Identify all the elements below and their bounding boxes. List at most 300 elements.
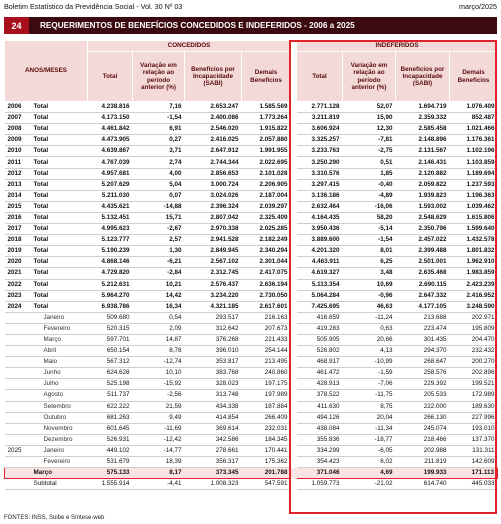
indeferidos-total-cell: 526.802 xyxy=(297,346,343,357)
indeferidos-demais-cell: 195.809 xyxy=(450,323,498,334)
concedidos-variacao-cell: -11,69 xyxy=(133,423,185,434)
indeferidos-demais-cell: 227.996 xyxy=(450,412,498,423)
concedidos-total-cell: 5.132.451 xyxy=(88,212,133,223)
concedidos-variacao-cell: 9,49 xyxy=(133,412,185,423)
concedidos-variacao-cell: 0,27 xyxy=(133,135,185,146)
concedidos-variacao-cell: -2,56 xyxy=(133,390,185,401)
row-label: Fevereiro xyxy=(30,457,88,468)
indeferidos-demais-cell: 202.971 xyxy=(450,312,498,323)
row-year xyxy=(5,390,30,401)
concedidos-demais-cell: 2.187.004 xyxy=(242,190,291,201)
indeferidos-variacao-cell: 20,66 xyxy=(343,334,396,345)
concedidos-incapacidade-cell: 3.000.724 xyxy=(185,179,242,190)
table-row xyxy=(5,357,498,368)
indeferidos-variacao-cell: 6,25 xyxy=(343,257,396,268)
indeferidos-variacao-cell: 0,63 xyxy=(343,323,396,334)
table-row xyxy=(5,301,498,312)
concedidos-demais-cell: 175.362 xyxy=(242,457,291,468)
row-year: 2015 xyxy=(5,201,30,212)
indeferidos-variacao-cell: -2,75 xyxy=(343,146,396,157)
indeferidos-total-cell: 3.233.763 xyxy=(297,146,343,157)
concedidos-variacao-cell: 10,21 xyxy=(133,279,185,290)
concedidos-total-cell: 5.964.270 xyxy=(88,290,133,301)
concedidos-variacao-cell: -4,41 xyxy=(133,479,185,490)
indeferidos-incapacidade-cell: 1.939.823 xyxy=(396,190,450,201)
concedidos-total-cell: 622.222 xyxy=(88,401,133,412)
indeferidos-total-cell: 3.606.924 xyxy=(297,124,343,135)
indeferidos-variacao-cell: -11,34 xyxy=(343,423,396,434)
concedidos-demais-cell: 2.025.285 xyxy=(242,224,291,235)
indeferidos-demais-cell: 1.076.409 xyxy=(450,102,498,113)
row-label: Março xyxy=(30,334,88,345)
concedidos-total-cell: 597.701 xyxy=(88,334,133,345)
concedidos-variacao-cell: -14,77 xyxy=(133,445,185,456)
concedidos-incapacidade-cell: 2.849.945 xyxy=(185,246,242,257)
row-year xyxy=(5,357,30,368)
concedidos-demais-cell: 2.730.050 xyxy=(242,290,291,301)
row-label: Total xyxy=(30,113,88,124)
indeferidos-variacao-cell: -4,89 xyxy=(343,190,396,201)
concedidos-total-cell: 650.154 xyxy=(88,346,133,357)
indeferidos-total-cell: 5.064.284 xyxy=(297,290,343,301)
table-row xyxy=(5,457,498,468)
indeferidos-total-cell: 468.917 xyxy=(297,357,343,368)
concedidos-incapacidade-cell: 313.748 xyxy=(185,390,242,401)
indeferidos-incapacidade-cell: 2.647.332 xyxy=(396,290,450,301)
indeferidos-incapacidade-cell: 245.074 xyxy=(396,423,450,434)
indeferidos-total-cell: 416.659 xyxy=(297,312,343,323)
concedidos-incapacidade-cell: 2.941.528 xyxy=(185,235,242,246)
indeferidos-variacao-cell: 1,85 xyxy=(343,168,396,179)
indeferidos-incapacidade-cell: 2.585.458 xyxy=(396,124,450,135)
indeferidos-variacao-cell: 12,30 xyxy=(343,124,396,135)
data-table xyxy=(4,40,498,490)
indeferidos-incapacidade-cell: 199.933 xyxy=(396,468,450,479)
row-year: 2022 xyxy=(5,279,30,290)
concedidos-variacao-cell: 2,57 xyxy=(133,235,185,246)
indeferidos-total-cell: 334.299 xyxy=(297,445,343,456)
table-row xyxy=(5,468,498,479)
concedidos-total-cell: 520.315 xyxy=(88,323,133,334)
indeferidos-variacao-cell: -11,75 xyxy=(343,390,396,401)
indeferidos-incapacidade-cell: 2.120.882 xyxy=(396,168,450,179)
indeferidos-total-cell: 7.425.695 xyxy=(297,301,343,312)
row-label: Total xyxy=(30,157,88,168)
row-label: Total xyxy=(30,124,88,135)
indeferidos-incapacidade-cell: 223.474 xyxy=(396,323,450,334)
header-i-total: Total xyxy=(297,52,343,102)
row-year xyxy=(5,334,30,345)
concedidos-variacao-cell: 8,17 xyxy=(133,468,185,479)
header-c-incapacidade: Benefícios por Incapacidade (SABI) xyxy=(185,52,242,102)
concedidos-demais-cell: 2.039.297 xyxy=(242,201,291,212)
indeferidos-demais-cell: 1.189.694 xyxy=(450,168,498,179)
indeferidos-demais-cell: 131.311 xyxy=(450,445,498,456)
row-label: Total xyxy=(30,279,88,290)
concedidos-total-cell: 526.931 xyxy=(88,434,133,445)
concedidos-incapacidade-cell: 328.023 xyxy=(185,379,242,390)
indeferidos-incapacidade-cell: 268.647 xyxy=(396,357,450,368)
row-label: Novembro xyxy=(30,423,88,434)
indeferidos-incapacidade-cell: 218.466 xyxy=(396,434,450,445)
concedidos-variacao-cell: 14,42 xyxy=(133,290,185,301)
concedidos-demais-cell: 221.433 xyxy=(242,334,291,345)
concedidos-total-cell: 1.555.914 xyxy=(88,479,133,490)
concedidos-total-cell: 5.190.239 xyxy=(88,246,133,257)
concedidos-variacao-cell: 6,91 xyxy=(133,124,185,135)
indeferidos-variacao-cell: 8,01 xyxy=(343,246,396,257)
concedidos-demais-cell: 216.163 xyxy=(242,312,291,323)
concedidos-total-cell: 4.767.039 xyxy=(88,157,133,168)
indeferidos-demais-cell: 200.270 xyxy=(450,357,498,368)
table-row xyxy=(5,412,498,423)
row-label: Fevereiro xyxy=(30,323,88,334)
row-year: 2023 xyxy=(5,290,30,301)
concedidos-incapacidade-cell: 2.567.102 xyxy=(185,257,242,268)
concedidos-incapacidade-cell: 353.817 xyxy=(185,357,242,368)
concedidos-variacao-cell: 3,71 xyxy=(133,146,185,157)
table-row xyxy=(5,212,498,223)
row-year: 2012 xyxy=(5,168,30,179)
row-year xyxy=(5,479,30,490)
indeferidos-total-cell: 5.113.354 xyxy=(297,279,343,290)
concedidos-demais-cell: 2.340.294 xyxy=(242,246,291,257)
row-year: 2013 xyxy=(5,179,30,190)
concedidos-total-cell: 681.263 xyxy=(88,412,133,423)
table-row xyxy=(5,124,498,135)
indeferidos-incapacidade-cell: 2.501.001 xyxy=(396,257,450,268)
indeferidos-demais-cell: 1.432.578 xyxy=(450,235,498,246)
concedidos-total-cell: 5.207.629 xyxy=(88,179,133,190)
concedidos-variacao-cell: 15,71 xyxy=(133,212,185,223)
indeferidos-incapacidade-cell: 1.694.719 xyxy=(396,102,450,113)
row-year: 2011 xyxy=(5,157,30,168)
indeferidos-variacao-cell: -1,59 xyxy=(343,368,396,379)
table-row xyxy=(5,113,498,124)
indeferidos-incapacidade-cell: 1.593.002 xyxy=(396,201,450,212)
row-year xyxy=(5,323,30,334)
indeferidos-variacao-cell: -16,06 xyxy=(343,201,396,212)
table-row xyxy=(5,135,498,146)
table-row xyxy=(5,312,498,323)
indeferidos-incapacidade-cell: 205.533 xyxy=(396,390,450,401)
table-row xyxy=(5,346,498,357)
table-row xyxy=(5,479,498,490)
concedidos-variacao-cell: -12,74 xyxy=(133,357,185,368)
table-row xyxy=(5,390,498,401)
indeferidos-demais-cell: 1.983.859 xyxy=(450,268,498,279)
indeferidos-variacao-cell: 8,75 xyxy=(343,401,396,412)
indeferidos-variacao-cell: 4,13 xyxy=(343,346,396,357)
table-row xyxy=(5,190,498,201)
indeferidos-demais-cell: 1.615.806 xyxy=(450,212,498,223)
table-row xyxy=(5,323,498,334)
indeferidos-incapacidade-cell: 2.399.488 xyxy=(396,246,450,257)
indeferidos-incapacidade-cell: 229.392 xyxy=(396,379,450,390)
concedidos-total-cell: 4.957.681 xyxy=(88,168,133,179)
table-row xyxy=(5,334,498,345)
row-label: Total xyxy=(30,179,88,190)
concedidos-incapacidade-cell: 2.312.745 xyxy=(185,268,242,279)
concedidos-variacao-cell: -1,54 xyxy=(133,113,185,124)
concedidos-demais-cell: 2.057.880 xyxy=(242,135,291,146)
indeferidos-demais-cell: 232.432 xyxy=(450,346,498,357)
indeferidos-incapacidade-cell: 202.988 xyxy=(396,445,450,456)
concedidos-incapacidade-cell: 434.338 xyxy=(185,401,242,412)
row-year: 2017 xyxy=(5,224,30,235)
concedidos-variacao-cell: 16,34 xyxy=(133,301,185,312)
table-row xyxy=(5,445,498,456)
indeferidos-demais-cell: 202.896 xyxy=(450,368,498,379)
indeferidos-total-cell: 4.619.327 xyxy=(297,268,343,279)
indeferidos-variacao-cell: 52,07 xyxy=(343,102,396,113)
indeferidos-incapacidade-cell: 2.457.022 xyxy=(396,235,450,246)
indeferidos-total-cell: 428.913 xyxy=(297,379,343,390)
row-label: Total xyxy=(30,201,88,212)
indeferidos-total-cell: 3.211.819 xyxy=(297,113,343,124)
indeferidos-variacao-cell: 0,51 xyxy=(343,157,396,168)
concedidos-incapacidade-cell: 414.854 xyxy=(185,412,242,423)
concedidos-incapacidade-cell: 2.807.042 xyxy=(185,212,242,223)
concedidos-total-cell: 5.211.030 xyxy=(88,190,133,201)
concedidos-incapacidade-cell: 278.661 xyxy=(185,445,242,456)
indeferidos-total-cell: 4.164.435 xyxy=(297,212,343,223)
indeferidos-demais-cell: 1.021.466 xyxy=(450,124,498,135)
table-row xyxy=(5,224,498,235)
indeferidos-incapacidade-cell: 2.148.896 xyxy=(396,135,450,146)
concedidos-variacao-cell: 18,39 xyxy=(133,457,185,468)
concedidos-total-cell: 509.680 xyxy=(88,312,133,323)
row-label: Janeiro xyxy=(30,312,88,323)
concedidos-demais-cell: 207.673 xyxy=(242,323,291,334)
concedidos-demais-cell: 2.022.695 xyxy=(242,157,291,168)
row-year xyxy=(5,412,30,423)
concedidos-demais-cell: 1.915.822 xyxy=(242,124,291,135)
concedidos-demais-cell: 2.182.249 xyxy=(242,235,291,246)
indeferidos-variacao-cell: -5,14 xyxy=(343,224,396,235)
table-row xyxy=(5,146,498,157)
concedidos-demais-cell: 240.860 xyxy=(242,368,291,379)
concedidos-total-cell: 4.639.867 xyxy=(88,146,133,157)
concedidos-total-cell: 511.737 xyxy=(88,390,133,401)
concedidos-total-cell: 4.868.146 xyxy=(88,257,133,268)
row-year: 2020 xyxy=(5,257,30,268)
row-year xyxy=(5,434,30,445)
row-label: Maio xyxy=(30,357,88,368)
concedidos-demais-cell: 232.031 xyxy=(242,423,291,434)
bulletin-date: março/2025 xyxy=(459,2,497,11)
indeferidos-demais-cell: 171.113 xyxy=(450,468,498,479)
indeferidos-total-cell: 438.084 xyxy=(297,423,343,434)
concedidos-incapacidade-cell: 2.653.247 xyxy=(185,102,242,113)
indeferidos-total-cell: 4.201.320 xyxy=(297,246,343,257)
indeferidos-demais-cell: 1.962.910 xyxy=(450,257,498,268)
indeferidos-incapacidade-cell: 4.177.105 xyxy=(396,301,450,312)
row-year: 2007 xyxy=(5,113,30,124)
row-label: Março xyxy=(30,468,88,479)
row-label: Total xyxy=(30,257,88,268)
indeferidos-variacao-cell: 10,69 xyxy=(343,279,396,290)
row-label: Total xyxy=(30,146,88,157)
page-header xyxy=(4,2,497,12)
table-row xyxy=(5,434,498,445)
indeferidos-total-cell: 4.463.911 xyxy=(297,257,343,268)
row-label: Total xyxy=(30,268,88,279)
concedidos-demais-cell: 2.325.409 xyxy=(242,212,291,223)
header-c-total: Total xyxy=(88,52,133,102)
indeferidos-variacao-cell: -1,54 xyxy=(343,235,396,246)
row-year: 2025 xyxy=(5,445,30,456)
concedidos-demais-cell: 266.409 xyxy=(242,412,291,423)
concedidos-total-cell: 4.461.842 xyxy=(88,124,133,135)
indeferidos-demais-cell: 172.989 xyxy=(450,390,498,401)
concedidos-demais-cell: 254.144 xyxy=(242,346,291,357)
concedidos-variacao-cell: -2,67 xyxy=(133,224,185,235)
concedidos-incapacidade-cell: 2.396.324 xyxy=(185,201,242,212)
row-label: Outubro xyxy=(30,412,88,423)
indeferidos-demais-cell: 1.599.640 xyxy=(450,224,498,235)
row-label: Total xyxy=(30,301,88,312)
table-row xyxy=(5,379,498,390)
row-label: Julho xyxy=(30,379,88,390)
concedidos-demais-cell: 2.301.044 xyxy=(242,257,291,268)
row-label: Abril xyxy=(30,346,88,357)
indeferidos-total-cell: 2.632.464 xyxy=(297,201,343,212)
indeferidos-demais-cell: 1.039.462 xyxy=(450,201,498,212)
indeferidos-demais-cell: 2.416.952 xyxy=(450,290,498,301)
indeferidos-total-cell: 3.310.576 xyxy=(297,168,343,179)
header-c-demais: Demais Benefícios xyxy=(242,52,291,102)
indeferidos-total-cell: 378.522 xyxy=(297,390,343,401)
row-label: Total xyxy=(30,168,88,179)
row-year xyxy=(5,401,30,412)
concedidos-variacao-cell: 2,74 xyxy=(133,157,185,168)
indeferidos-incapacidade-cell: 294.370 xyxy=(396,346,450,357)
indeferidos-total-cell: 3.325.257 xyxy=(297,135,343,146)
indeferidos-variacao-cell: -18,77 xyxy=(343,434,396,445)
table-row xyxy=(5,423,498,434)
concedidos-total-cell: 525.198 xyxy=(88,379,133,390)
indeferidos-variacao-cell: -6,05 xyxy=(343,445,396,456)
concedidos-demais-cell: 197.175 xyxy=(242,379,291,390)
concedidos-incapacidade-cell: 2.970.338 xyxy=(185,224,242,235)
concedidos-incapacidade-cell: 2.576.437 xyxy=(185,279,242,290)
row-year: 2021 xyxy=(5,268,30,279)
indeferidos-variacao-cell: -7,81 xyxy=(343,135,396,146)
concedidos-total-cell: 4.473.905 xyxy=(88,135,133,146)
indeferidos-incapacidade-cell: 266.130 xyxy=(396,412,450,423)
indeferidos-incapacidade-cell: 222.000 xyxy=(396,401,450,412)
indeferidos-total-cell: 411.630 xyxy=(297,401,343,412)
indeferidos-variacao-cell: -11,24 xyxy=(343,312,396,323)
indeferidos-variacao-cell: -7,06 xyxy=(343,379,396,390)
concedidos-variacao-cell: -14,88 xyxy=(133,201,185,212)
indeferidos-variacao-cell: 3,48 xyxy=(343,268,396,279)
concedidos-incapacidade-cell: 4.321.185 xyxy=(185,301,242,312)
concedidos-incapacidade-cell: 2.416.025 xyxy=(185,135,242,146)
concedidos-total-cell: 4.435.621 xyxy=(88,201,133,212)
table-row xyxy=(5,157,498,168)
row-label: Janeiro xyxy=(30,445,88,456)
concedidos-demais-cell: 1.585.569 xyxy=(242,102,291,113)
row-label: Setembro xyxy=(30,401,88,412)
row-year: 2019 xyxy=(5,246,30,257)
row-label: Total xyxy=(30,190,88,201)
table-number: 24 xyxy=(4,17,29,34)
indeferidos-incapacidade-cell: 258.576 xyxy=(396,368,450,379)
row-year: 2016 xyxy=(5,212,30,223)
indeferidos-incapacidade-cell: 2.635.468 xyxy=(396,268,450,279)
concedidos-variacao-cell: 8,78 xyxy=(133,346,185,357)
row-year: 2009 xyxy=(5,135,30,146)
concedidos-demais-cell: 184.345 xyxy=(242,434,291,445)
indeferidos-incapacidade-cell: 2.059.822 xyxy=(396,179,450,190)
indeferidos-total-cell: 355.836 xyxy=(297,434,343,445)
table-titlebar xyxy=(4,17,497,34)
concedidos-variacao-cell: 1,30 xyxy=(133,246,185,257)
header-c-variacao: Variação em relação ao período anterior (%) xyxy=(133,52,185,102)
indeferidos-total-cell: 461.472 xyxy=(297,368,343,379)
table-row xyxy=(5,279,498,290)
concedidos-incapacidade-cell: 2.647.912 xyxy=(185,146,242,157)
indeferidos-total-cell: 3.250.290 xyxy=(297,157,343,168)
concedidos-demais-cell: 170.441 xyxy=(242,445,291,456)
indeferidos-demais-cell: 2.423.239 xyxy=(450,279,498,290)
header-indeferidos: INDEFERIDOS xyxy=(297,41,498,52)
indeferidos-demais-cell: 204.470 xyxy=(450,334,498,345)
concedidos-variacao-cell: 10,10 xyxy=(133,368,185,379)
indeferidos-demais-cell: 852.487 xyxy=(450,113,498,124)
indeferidos-total-cell: 3.950.436 xyxy=(297,224,343,235)
concedidos-incapacidade-cell: 383.768 xyxy=(185,368,242,379)
concedidos-variacao-cell: 7,16 xyxy=(133,102,185,113)
indeferidos-demais-cell: 189.630 xyxy=(450,401,498,412)
row-label: Total xyxy=(30,246,88,257)
concedidos-demais-cell: 2.636.194 xyxy=(242,279,291,290)
indeferidos-demais-cell: 445.033 xyxy=(450,479,498,490)
concedidos-total-cell: 575.133 xyxy=(88,468,133,479)
concedidos-total-cell: 4.729.820 xyxy=(88,268,133,279)
concedidos-incapacidade-cell: 3.024.026 xyxy=(185,190,242,201)
row-year xyxy=(5,423,30,434)
concedidos-demais-cell: 197.989 xyxy=(242,390,291,401)
concedidos-total-cell: 5.212.631 xyxy=(88,279,133,290)
concedidos-incapacidade-cell: 369.614 xyxy=(185,423,242,434)
row-year: 2014 xyxy=(5,190,30,201)
row-label: Subtotal xyxy=(30,479,88,490)
concedidos-variacao-cell: 0,07 xyxy=(133,190,185,201)
indeferidos-demais-cell: 1.102.196 xyxy=(450,146,498,157)
table-row xyxy=(5,290,498,301)
table-row xyxy=(5,401,498,412)
indeferidos-incapacidade-cell: 2.359.332 xyxy=(396,113,450,124)
concedidos-variacao-cell: -6,21 xyxy=(133,257,185,268)
concedidos-demais-cell: 201.788 xyxy=(242,468,291,479)
table-row xyxy=(5,168,498,179)
concedidos-demais-cell: 547.591 xyxy=(242,479,291,490)
concedidos-total-cell: 624.628 xyxy=(88,368,133,379)
header-concedidos: CONCEDIDOS xyxy=(88,41,291,52)
row-label: Agosto xyxy=(30,390,88,401)
row-label: Total xyxy=(30,212,88,223)
row-label: Junho xyxy=(30,368,88,379)
concedidos-total-cell: 4.173.150 xyxy=(88,113,133,124)
concedidos-total-cell: 4.995.623 xyxy=(88,224,133,235)
concedidos-variacao-cell: 14,87 xyxy=(133,334,185,345)
row-label: Total xyxy=(30,235,88,246)
indeferidos-variacao-cell: 15,90 xyxy=(343,113,396,124)
indeferidos-incapacidade-cell: 2.690.115 xyxy=(396,279,450,290)
